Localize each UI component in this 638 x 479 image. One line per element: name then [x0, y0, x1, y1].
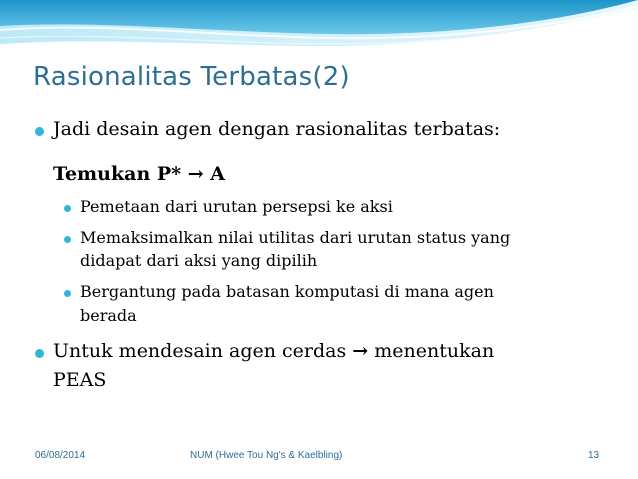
- sub-bullet-2-line-2: didapat dari aksi yang dipilih: [80, 251, 318, 270]
- bullet-2-text: Untuk mendesain agen cerdas: [53, 340, 347, 362]
- footer-source: NUM (Hwee Tou Ng's & Kaelbling): [190, 450, 343, 461]
- bullet-icon: [35, 349, 44, 358]
- header-wave-decoration: [0, 0, 638, 60]
- bullet-icon: [35, 127, 44, 136]
- emphasis-text: Temukan P*: [53, 163, 182, 185]
- arrow-icon: →: [352, 340, 369, 362]
- footer-date: 06/08/2014: [35, 450, 86, 461]
- arrow-icon: →: [187, 163, 204, 185]
- bullet-2-line-1: [53, 340, 494, 362]
- emphasis-target: A: [210, 163, 226, 185]
- sub-bullet-2-line-1: Memaksimalkan nilai utilitas dari urutan status yang: [80, 228, 511, 247]
- sub-bullet-1-line-1: Pemetaan dari urutan persepsi ke aksi: [80, 197, 393, 216]
- sub-bullet-icon: [64, 236, 71, 243]
- bullet-2-text-cont: menentukan: [374, 340, 495, 362]
- sub-bullet-icon: [64, 205, 71, 212]
- sub-bullet-3-line-2: berada: [80, 306, 137, 325]
- slide-title: Rasionalitas Terbatas(2): [33, 62, 350, 92]
- sub-bullet-3-line-1: Bergantung pada batasan komputasi di mana agen: [80, 282, 494, 301]
- sub-bullet-icon: [64, 290, 71, 297]
- emphasis-line: [53, 163, 225, 185]
- page-number: 13: [588, 450, 600, 461]
- bullet-2-line-2: PEAS: [53, 369, 107, 391]
- bullet-1-text: Jadi desain agen dengan rasionalitas terbatas:: [53, 118, 501, 140]
